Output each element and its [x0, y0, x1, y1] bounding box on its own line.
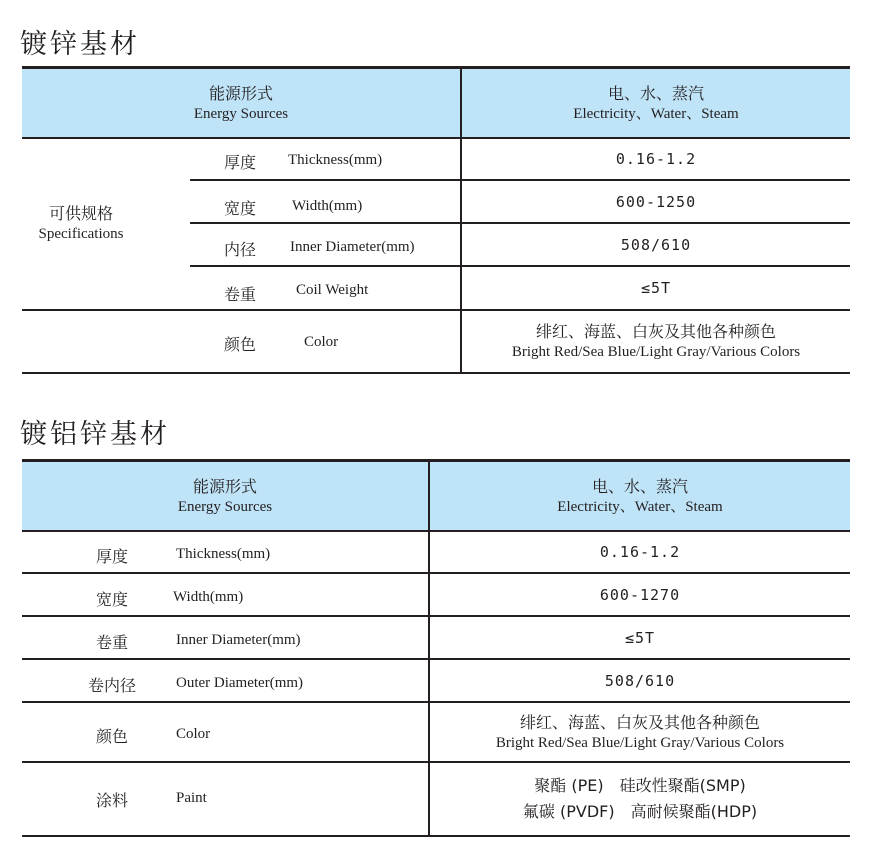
row-width-value: 600-1270: [599, 586, 681, 604]
row-paint-en: Paint: [176, 790, 207, 806]
row-coil-weight-en: Inner Diameter(mm): [176, 632, 301, 648]
row-thickness-zh: 厚度: [224, 153, 257, 172]
row-paint-zh: 涂料: [96, 791, 129, 810]
row-coil-weight-en: Coil Weight: [296, 282, 369, 298]
header-left-zh: 能源形式: [208, 83, 273, 103]
spec-table-galvalume: [22, 459, 850, 837]
row-width-zh: 宽度: [224, 199, 257, 218]
row-width-value: 600-1250: [615, 193, 697, 211]
row-inner-diameter-zh: 卷内径: [88, 676, 137, 695]
row-inner-diameter-value: 508/610: [620, 236, 692, 254]
row-color-zh: 颜色: [96, 727, 129, 746]
header-right-zh: 电、水、蒸汽: [607, 83, 704, 103]
row-thickness-value: 0.16-1.2: [615, 150, 697, 168]
row-color-value: 绯红、海蓝、白灰及其他各种颜色 Bright Red/Sea Blue/Light Gray/Various Colors: [511, 321, 801, 360]
row-color-en: Color: [304, 334, 339, 350]
spec-table-galvanized: [22, 66, 850, 374]
row-inner-diameter-en: Outer Diameter(mm): [176, 675, 304, 691]
row-width-en: Width(mm): [292, 198, 363, 214]
section-title-galvalume: 镀铝锌基材: [20, 419, 170, 450]
row-color-value: 绯红、海蓝、白灰及其他各种颜色 Bright Red/Sea Blue/Light Gray/Various Colors: [495, 712, 785, 751]
row-coil-weight-zh: 卷重: [224, 285, 257, 304]
header-energy-values: 电、水、蒸汽 Electricity、Water、Steam: [557, 476, 723, 515]
row-inner-diameter-value: 508/610: [604, 672, 676, 690]
row-color-zh: 颜色: [224, 335, 257, 354]
row-coil-weight-value: ≤5T: [640, 279, 672, 297]
row-color-en: Color: [176, 726, 211, 742]
row-thickness-en: Thickness(mm): [288, 152, 383, 168]
row-coil-weight-value: ≤5T: [624, 629, 656, 647]
row-inner-diameter-en: Inner Diameter(mm): [290, 239, 415, 255]
row-paint-value: 聚酯 (PE) 硅改性聚酯(SMP) 氟碳 (PVDF) 高耐候聚酯(HDP): [522, 776, 758, 821]
row-width-en: Width(mm): [173, 589, 244, 605]
header-energy-values: [462, 69, 850, 137]
row-inner-diameter-zh: 内径: [224, 240, 257, 259]
header-left-en: Energy Sources: [193, 105, 289, 122]
row-thickness-zh: 厚度: [96, 547, 129, 566]
header-energy-sources: 能源形式 Energy Sources: [177, 476, 273, 515]
row-width-zh: 宽度: [96, 590, 129, 609]
row-thickness-value: 0.16-1.2: [599, 543, 681, 561]
header-right-en: Electricity、Water、Steam: [573, 105, 739, 122]
header-energy-sources: [22, 69, 460, 137]
row-coil-weight-zh: 卷重: [96, 633, 129, 652]
section-title-galvanized: 镀锌基材: [20, 29, 140, 60]
specifications-group-label: 可供规格 Specifications: [38, 203, 124, 242]
row-thickness-en: Thickness(mm): [176, 546, 271, 562]
